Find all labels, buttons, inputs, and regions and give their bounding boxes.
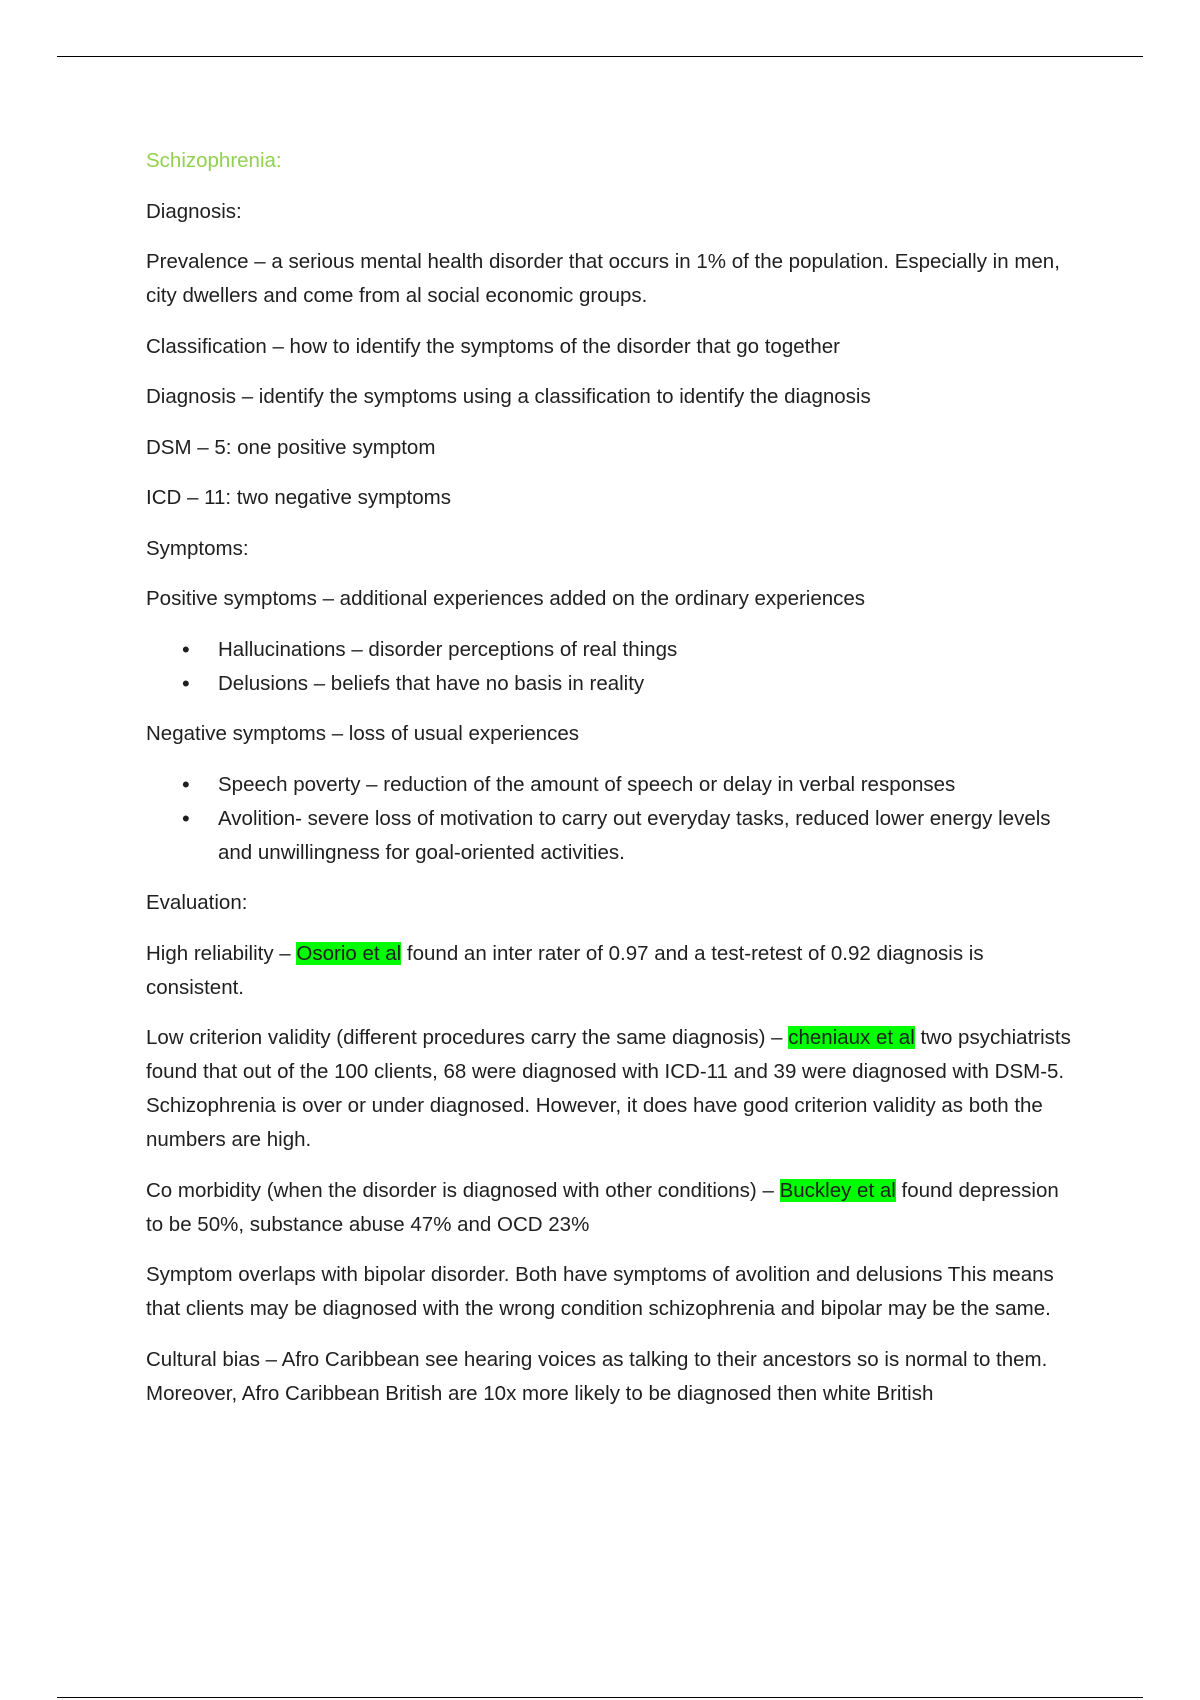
diagnosis-heading: Diagnosis: bbox=[146, 199, 242, 223]
cultural-bias-paragraph: Cultural bias – Afro Caribbean see hearing voices as talking to their ancestors so is normal to them. Moreover, Afro Caribbean British are 10x more likely to be diagnosed then white British bbox=[146, 1347, 1048, 1405]
list-item: • Avolition- severe loss of motivation to carry out everyday tasks, reduced lower energy levels and unwillingness for goal-oriented activities. bbox=[218, 802, 1081, 870]
reliability-text-before: High reliability – bbox=[146, 941, 297, 965]
icd-paragraph: ICD – 11: two negative symptoms bbox=[146, 486, 451, 509]
negative-symptoms-list bbox=[146, 768, 1081, 870]
validity-paragraph bbox=[146, 1021, 1081, 1157]
list-item: • Hallucinations – disorder perceptions of real things bbox=[218, 633, 1081, 667]
comorbidity-paragraph bbox=[146, 1174, 1081, 1242]
symptoms-heading: Symptoms: bbox=[146, 536, 249, 560]
prevalence-paragraph: Prevalence – a serious mental health disorder that occurs in 1% of the population. Especially in men, city dwellers and come from al social economic groups. bbox=[146, 250, 1060, 307]
validity-text-before: Low criterion validity (different procedures carry the same diagnosis) – bbox=[146, 1026, 789, 1049]
document-body bbox=[146, 144, 1081, 1427]
diagnosis-definition-paragraph: Diagnosis – identify the symptoms using a classification to identify the diagnosis bbox=[146, 385, 871, 408]
validity-text-after: two psychiatrists found that out of the 100 clients, 68 were diagnosed with ICD-11 and 39 were diagnosed with DSM-5. Schizophrenia is over or under diagnosed. However, it does have good criterion validity as both the numbers are high. bbox=[146, 1026, 1071, 1151]
list-item: • Delusions – beliefs that have no basis in reality bbox=[218, 667, 1081, 701]
positive-symptoms-intro: Positive symptoms – additional experiences added on the ordinary experiences bbox=[146, 587, 866, 610]
comorbidity-text-after: found depression to be 50%, substance abuse 47% and OCD 23% bbox=[146, 1178, 1059, 1236]
list-item: • Speech poverty – reduction of the amount of speech or delay in verbal responses bbox=[218, 768, 1081, 802]
highlighted-citation: Osorio et al bbox=[296, 941, 402, 965]
footer-rule bbox=[57, 1697, 1143, 1698]
symptom-overlap-paragraph: Symptom overlaps with bipolar disorder. Both have symptoms of avolition and delusions This means that clients may be diagnosed with the wrong condition schizophrenia and bipolar may be the same. bbox=[146, 1263, 1054, 1320]
positive-symptoms-list bbox=[146, 633, 1081, 701]
classification-paragraph: Classification – how to identify the symptoms of the disorder that go together bbox=[146, 334, 840, 358]
reliability-text-after: found an inter rater of 0.97 and a test-retest of 0.92 diagnosis is consistent. bbox=[146, 941, 984, 999]
reliability-paragraph bbox=[146, 937, 1081, 1005]
evaluation-heading: Evaluation: bbox=[146, 891, 248, 914]
document-title: Schizophrenia: bbox=[146, 149, 282, 172]
dsm-paragraph: DSM – 5: one positive symptom bbox=[146, 435, 436, 459]
negative-symptoms-intro: Negative symptoms – loss of usual experiences bbox=[146, 722, 579, 745]
comorbidity-text-before: Co morbidity (when the disorder is diagnosed with other conditions) – bbox=[146, 1178, 780, 1202]
header-rule bbox=[57, 56, 1143, 57]
highlighted-citation: cheniaux et al bbox=[788, 1026, 915, 1049]
highlighted-citation: Buckley et al bbox=[779, 1178, 896, 1202]
